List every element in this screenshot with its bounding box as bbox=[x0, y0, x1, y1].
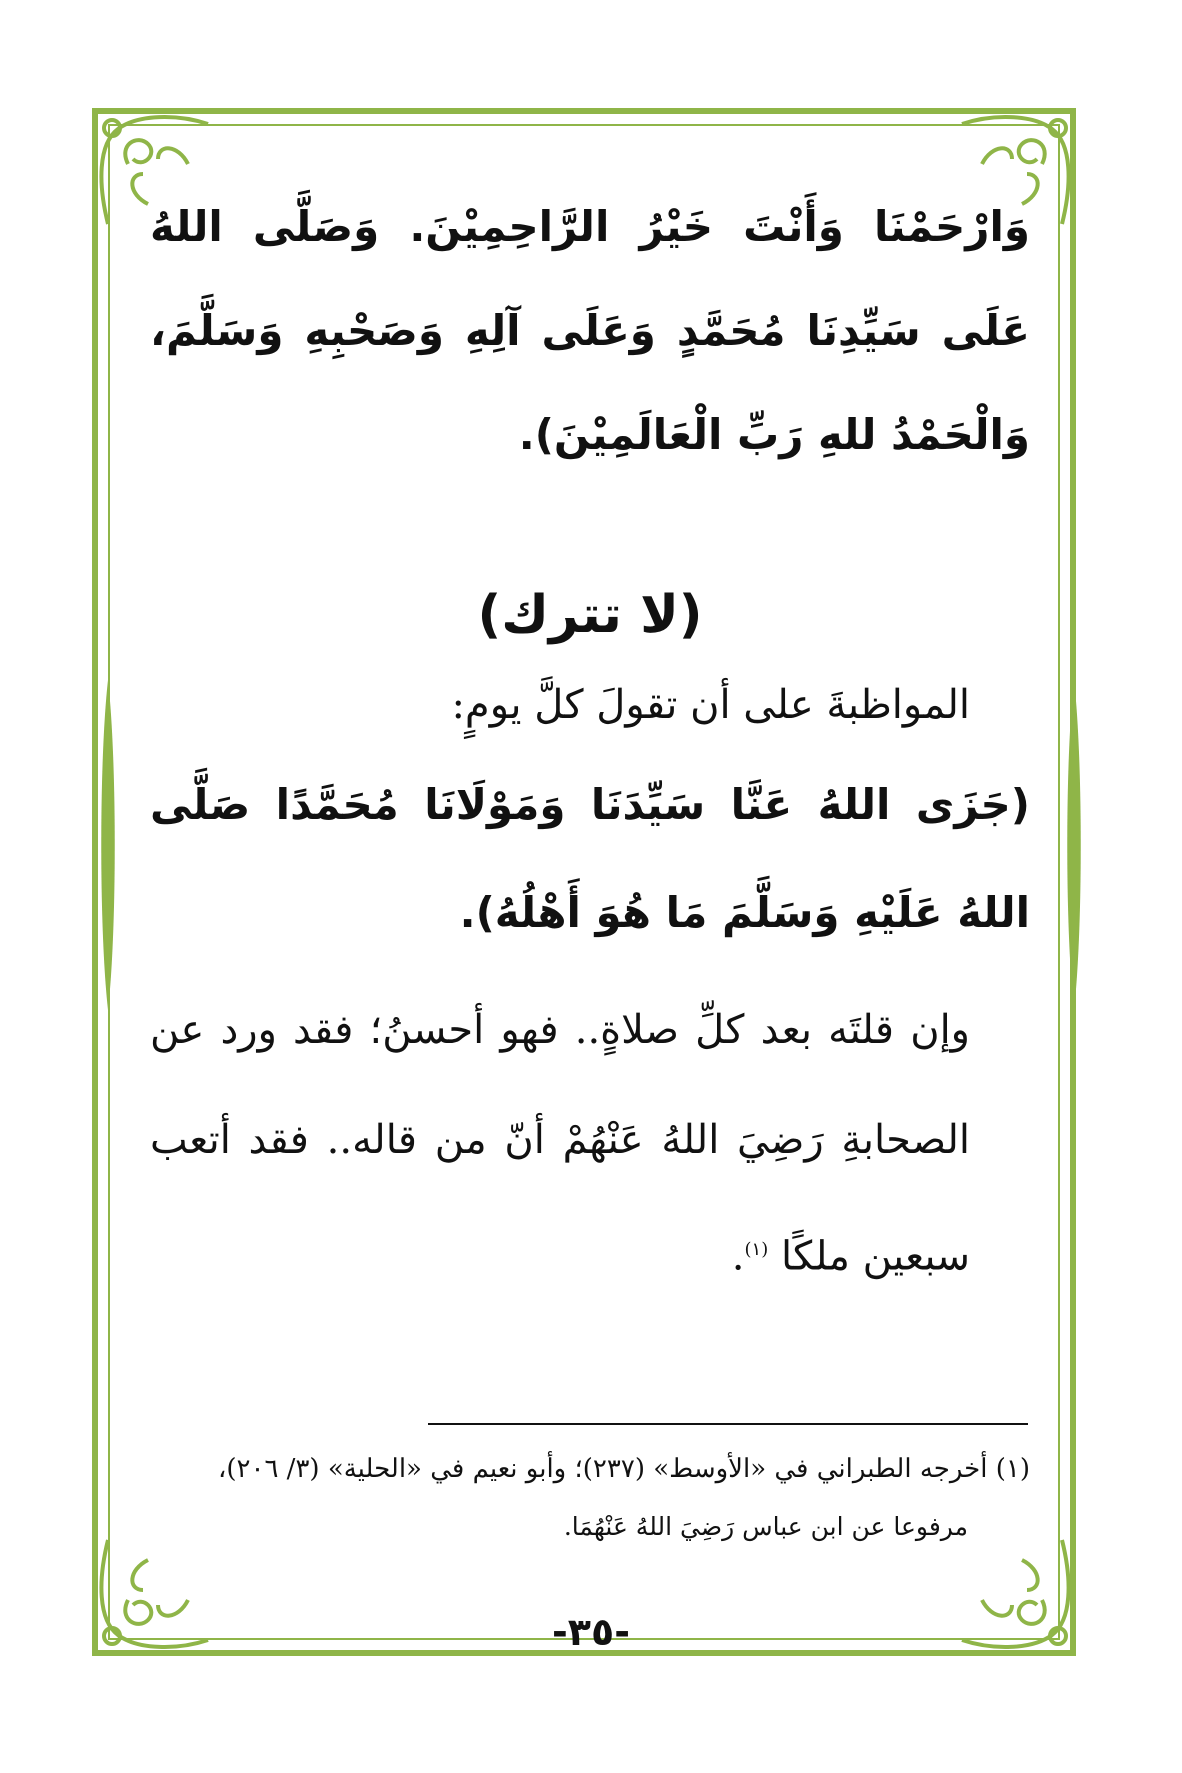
body-paragraph-end: . bbox=[731, 1233, 745, 1280]
footnote-1-continued: مرفوعا عن ابن عباس رَضِيَ اللهُ عَنْهُمَا. bbox=[563, 1512, 968, 1541]
body-paragraph-text: وإن قلتَه بعد كلِّ صلاةٍ.. فهو أحسنُ؛ فقد ورد عن الصحابةِ رَضِيَ اللهُ عَنْهُمْ أنّ من قاله.. فقد أتعب سبعين ملكًا bbox=[150, 1007, 970, 1280]
footnotes bbox=[140, 1440, 1030, 1556]
section-body bbox=[150, 665, 1030, 1311]
page-number: -٣٥- bbox=[552, 1610, 630, 1654]
side-ornament-icon bbox=[1063, 680, 1085, 1010]
section-heading: (لا تترك) bbox=[477, 585, 703, 645]
footnote-separator bbox=[428, 1423, 1028, 1425]
page-content bbox=[150, 175, 1030, 487]
dua-text: (جَزَى اللهُ عَنَّا سَيِّدَنَا وَمَوْلَانَا مُحَمَّدًا صَلَّى اللهُ عَلَيْهِ وَسَلَّمَ مَا هُوَ أَهْلُهُ). bbox=[150, 780, 1030, 937]
intro-line: المواظبةَ على أن تقولَ كلَّ يومٍ: bbox=[451, 682, 970, 728]
side-ornament-icon bbox=[97, 680, 119, 1010]
footnote-marker[interactable]: (١) bbox=[744, 1239, 769, 1260]
body-paragraph bbox=[150, 975, 1030, 1311]
footnote-1: (١) أخرجه الطبراني في «الأوسط» (٢٣٧)؛ وأبو نعيم في «الحلية» (٣/ ٢٠٦)، bbox=[217, 1454, 1030, 1484]
closing-supplication: وَارْحَمْنَا وَأَنْتَ خَيْرُ الرَّاحِمِيْنَ. وَصَلَّى اللهُ عَلَى سَيِّدِنَا مُحَمَّدٍ وَعَلَى آلِهِ وَصَحْبِهِ وَسَلَّمَ، وَالْحَمْدُ للهِ رَبِّ الْعَالَمِيْنَ). bbox=[150, 202, 1030, 459]
